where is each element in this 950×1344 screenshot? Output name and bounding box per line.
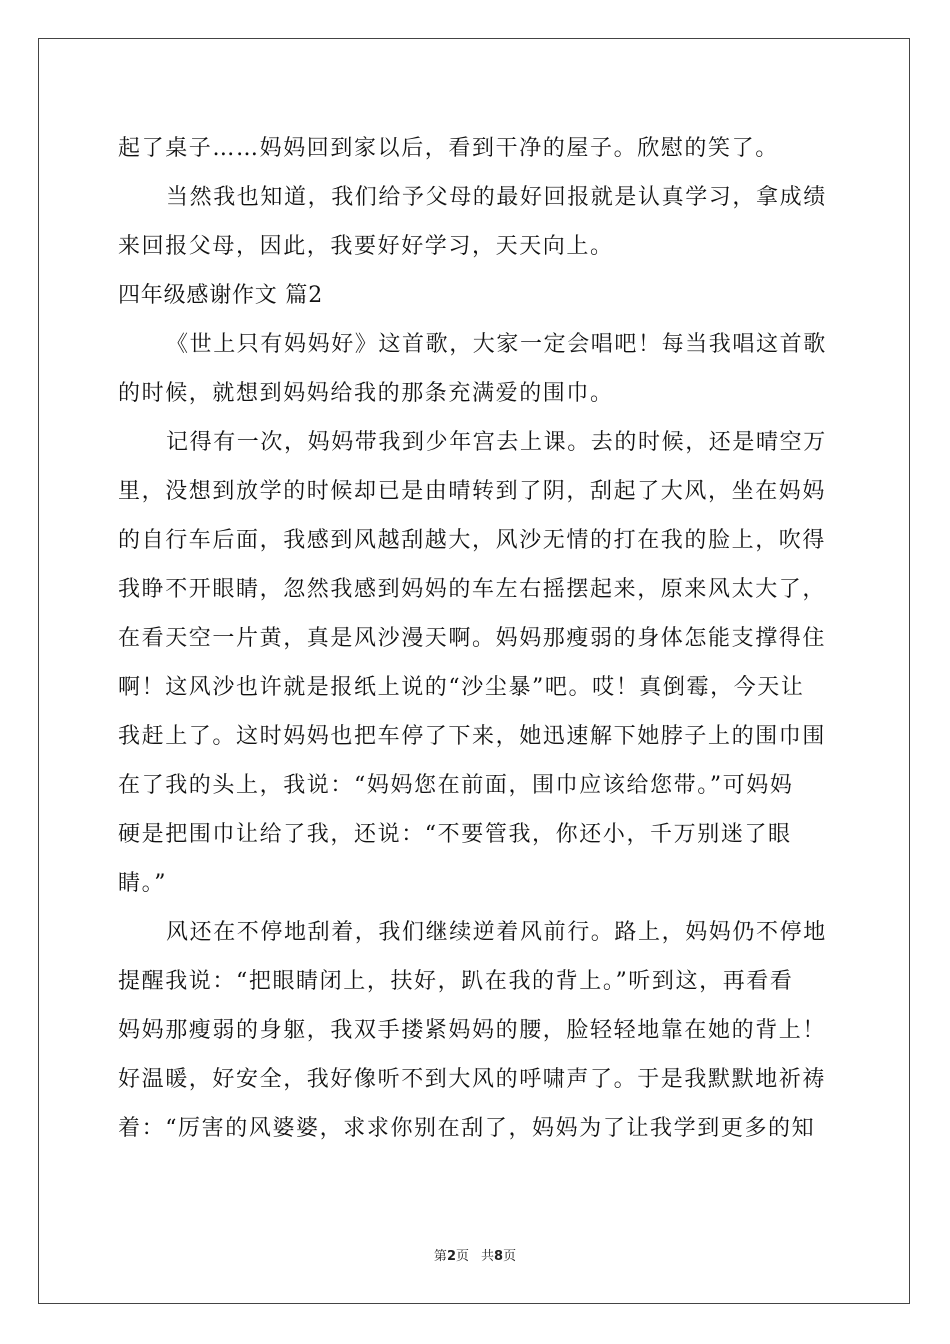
paragraph-start: 当然我也知道，我们给予父母的最好回报就是认真学习，拿成绩 (166, 185, 827, 210)
total-pages: 8 (494, 1249, 504, 1264)
text-line: 的自行车后面，我感到风越刮越大，风沙无情的打在我的脸上，吹得 (118, 528, 827, 553)
text-line: 好温暖，好安全，我好像听不到大风的呼啸声了。于是我默默地祈祷 (118, 1067, 827, 1092)
text-line: 睛。” (118, 871, 168, 896)
text-line: 来回报父母，因此，我要好好学习，天天向上。 (118, 234, 614, 259)
text-line: 我赶上了。这时妈妈也把车停了下来，她迅速解下她脖子上的围巾围 (118, 724, 827, 749)
text-line: 妈妈那瘦弱的身躯，我双手搂紧妈妈的腰，脸轻轻地靠在她的背上！ (118, 1018, 827, 1043)
page-label-suffix: 页 (455, 1249, 469, 1264)
text-line: 提醒我说：“把眼睛闭上，扶好，趴在我的背上。”听到这，再看看 (118, 969, 794, 994)
paragraph-start: 记得有一次，妈妈带我到少年宫去上课。去的时候，还是晴空万 (166, 430, 827, 455)
total-label-prefix: 共 (481, 1249, 495, 1264)
text-line: 里，没想到放学的时候却已是由晴转到了阴，刮起了大风，坐在妈妈 (118, 479, 827, 504)
page-label-prefix: 第 (433, 1249, 447, 1264)
total-label-suffix: 页 (503, 1249, 517, 1264)
text-line: 在看天空一片黄，真是风沙漫天啊。妈妈那瘦弱的身体怎能支撑得住 (118, 626, 827, 651)
text-line: 起了桌子……妈妈回到家以后，看到干净的屋子。欣慰的笑了。 (118, 136, 779, 161)
page-number: 2 (446, 1249, 456, 1264)
page-footer (0, 1248, 950, 1266)
text-line: 的时候，就想到妈妈给我的那条充满爱的围巾。 (118, 381, 614, 406)
document-body (118, 124, 834, 1153)
text-line: 硬是把围巾让给了我，还说：“不要管我，你还小，千万别迷了眼 (118, 822, 792, 847)
text-line: 着：“厉害的风婆婆，求求你别在刮了，妈妈为了让我学到更多的知 (118, 1116, 816, 1141)
text-line: 啊！这风沙也许就是报纸上说的“沙尘暴”吧。哎！真倒霉，今天让 (118, 675, 805, 700)
paragraph-start: 《世上只有妈妈好》这首歌，大家一定会唱吧！每当我唱这首歌 (166, 332, 827, 357)
section-heading: 四年级感谢作文 篇2 (118, 283, 323, 308)
paragraph-start: 风还在不停地刮着，我们继续逆着风前行。路上，妈妈仍不停地 (166, 920, 827, 945)
text-line: 在了我的头上，我说：“妈妈您在前面，围巾应该给您带。”可妈妈 (118, 773, 794, 798)
text-line: 我睁不开眼睛，忽然我感到妈妈的车左右摇摆起来，原来风太大了， (118, 577, 827, 602)
